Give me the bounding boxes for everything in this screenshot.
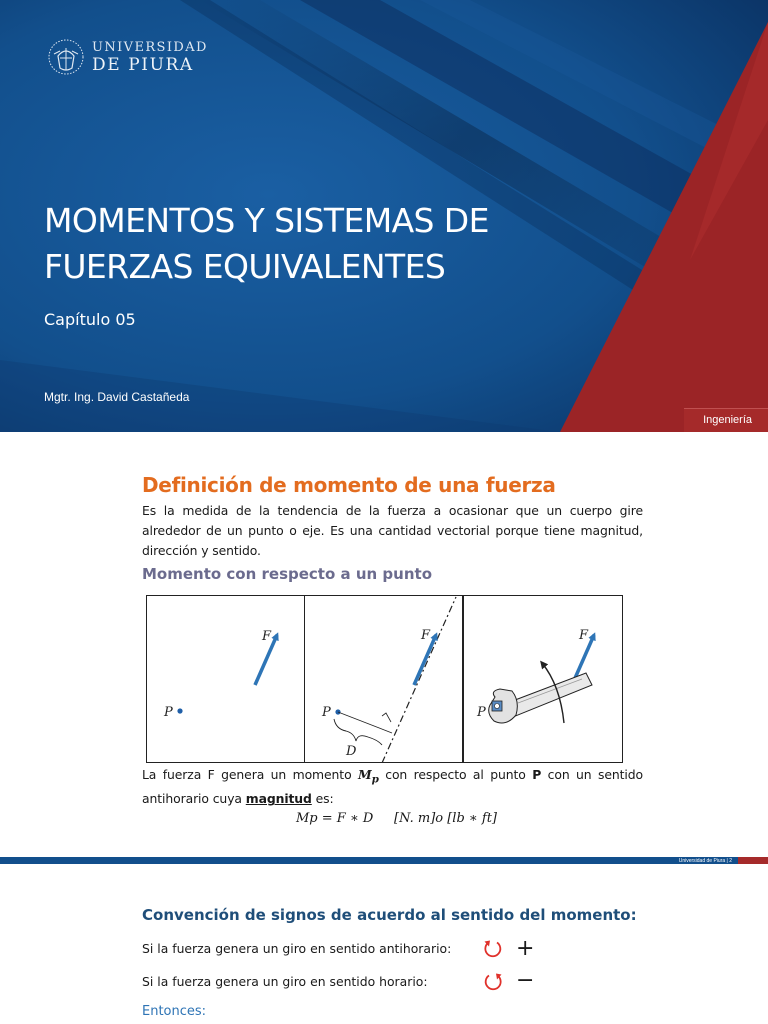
point-label: P bbox=[477, 705, 486, 720]
chapter-subtitle: Capítulo 05 bbox=[44, 310, 136, 329]
presentation-title: MOMENTOS Y SISTEMAS DE FUERZAS EQUIVALENTES bbox=[44, 201, 489, 286]
faculty-tag bbox=[684, 408, 768, 432]
point-label: P bbox=[322, 705, 331, 720]
title-slide bbox=[0, 0, 768, 432]
moment-description bbox=[142, 765, 643, 809]
desc-part1: La fuerza F genera un momento bbox=[142, 767, 359, 782]
definition-slide bbox=[0, 433, 768, 864]
desc-part3: con un sentido antihorario cuya bbox=[142, 767, 643, 807]
moment-about-point-heading: Momento con respecto a un punto bbox=[142, 565, 433, 583]
desc-part4: es: bbox=[311, 791, 334, 807]
counterclockwise-arrow-icon bbox=[482, 938, 504, 960]
moment-symbol-base: M bbox=[358, 767, 372, 782]
university-name-line2: DE PIURA bbox=[92, 55, 194, 75]
negative-sign: − bbox=[516, 968, 535, 993]
moment-formula: Mp = F ∗ D [N. m]o [lb ∗ ft] bbox=[296, 811, 497, 826]
footer-accent bbox=[738, 857, 768, 864]
desc-magnitud: magnitud bbox=[245, 791, 312, 807]
clockwise-rule: Si la fuerza genera un giro en sentido horario: bbox=[142, 974, 428, 989]
footer-text: Universidad de Piura | 2 bbox=[678, 858, 732, 864]
sign-convention-heading: Convención de signos de acuerdo al sentido del momento: bbox=[142, 906, 637, 924]
positive-sign: + bbox=[516, 936, 535, 961]
desc-part2: con respecto al punto bbox=[378, 767, 533, 782]
desc-point: P bbox=[532, 767, 542, 782]
footer-bar bbox=[0, 857, 768, 864]
definition-text: Es la medida de la tendencia de la fuerza a ocasionar que un cuerpo gire alrededor de un punto o eje. Es una cantidad vectorial porque tiene magnitud, dirección y sentido. bbox=[142, 503, 643, 558]
entonces-label: Entonces: bbox=[142, 1004, 207, 1019]
clockwise-arrow-icon bbox=[482, 971, 504, 993]
force-label: F bbox=[421, 628, 431, 643]
figure-panel-wrench bbox=[464, 596, 623, 763]
force-label: F bbox=[262, 629, 272, 644]
university-emblem-icon bbox=[48, 34, 84, 80]
counterclockwise-rule: Si la fuerza genera un giro en sentido antihorario: bbox=[142, 941, 452, 956]
point-marker bbox=[177, 708, 182, 713]
university-logo bbox=[48, 34, 208, 82]
moment-figure bbox=[146, 595, 624, 763]
moment-symbol bbox=[358, 767, 379, 786]
moment-symbol-sub: p bbox=[371, 773, 379, 786]
author-name: Mgtr. Ing. David Castañeda bbox=[44, 390, 190, 404]
sign-convention-slide bbox=[0, 866, 768, 1024]
figure-panel-point bbox=[147, 596, 305, 763]
point-label: P bbox=[164, 705, 173, 720]
figure-panel-distance bbox=[305, 596, 463, 764]
definition-heading: Definición de momento de una fuerza bbox=[142, 473, 556, 497]
faculty-tag-label: Ingeniería bbox=[703, 414, 752, 426]
university-name-line1: UNIVERSIDAD bbox=[92, 40, 208, 55]
distance-label: D bbox=[346, 744, 357, 759]
force-label: F bbox=[579, 628, 589, 643]
